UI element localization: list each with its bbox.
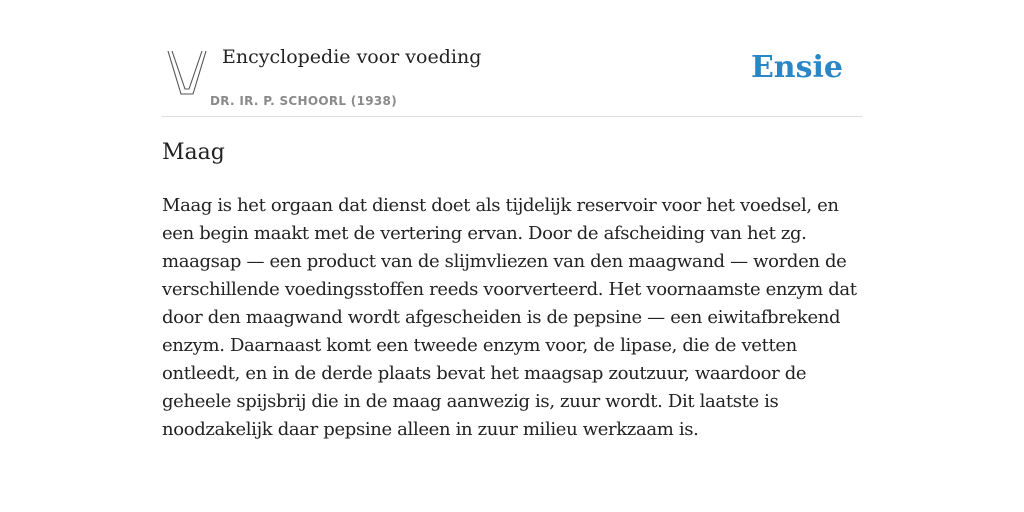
book-author: DR. IR. P. SCHOORL (1938) — [210, 94, 397, 108]
book-title[interactable]: Encyclopedie voor voeding — [222, 46, 482, 68]
v-logo-icon[interactable] — [166, 49, 208, 96]
page-header — [162, 40, 862, 117]
entry-title: Maag — [162, 140, 225, 165]
brand-logo[interactable]: Ensie — [750, 50, 843, 85]
entry-body: Maag is het orgaan dat dienst doet als tijdelijk reservoir voor het voedsel, en een begin maakt met de vertering ervan. Door de afscheiding van het zg. maagsap — een product van de slijmvliezen van den maagwand — worden de verschillende voedingsstoffen reeds voorverteerd. Het voornaamste enzym dat door den maagwand wordt afgescheiden is de pepsine — een eiwitafbrekend enzym. Daarnaast komt een tweede enzym voor, de lipase, die de vetten ontleedt, en in de derde plaats bevat het maagsap zoutzuur, waardoor de geheele spijsbrij die in de maag aanwezig is, zuur wordt. Dit laatste is noodzakelijk daar pepsine alleen in zuur milieu werkzaam is. — [162, 195, 857, 440]
